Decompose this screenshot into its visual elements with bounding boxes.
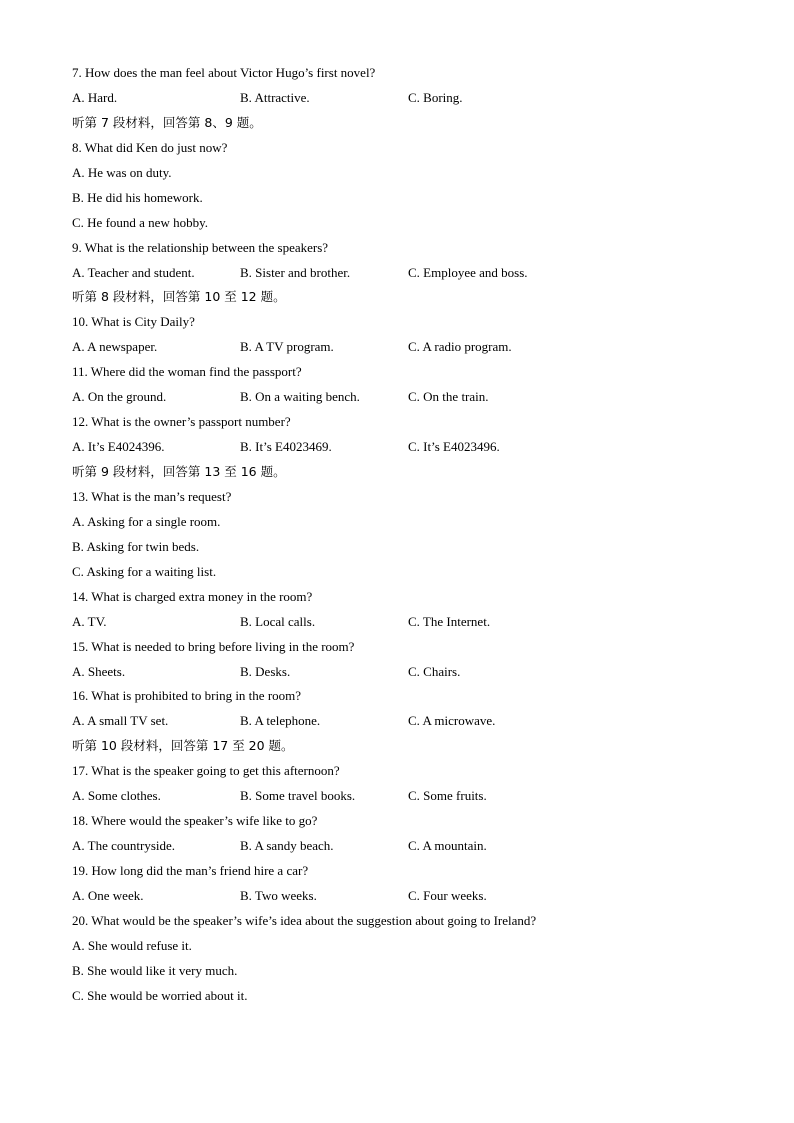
answer-option: C. A radio program. [408,339,512,355]
answer-option: C. Four weeks. [408,887,487,903]
question-text: 9. What is the relationship between the speakers? [72,239,329,255]
question-text: 13. What is the man’s request? [72,488,232,504]
answer-option: A. The countryside. [72,838,176,854]
answer-option: A. It’s E4024396. [72,439,165,455]
answer-option: C. He found a new hobby. [72,214,208,230]
answer-options-row [72,86,752,111]
answer-options-row [72,709,752,734]
answer-options-row [72,784,752,809]
answer-option: C. She would be worried about it. [72,987,248,1003]
answer-option: A. Some clothes. [72,788,161,804]
answer-option: A. One week. [72,887,144,903]
answer-option: B. He did his homework. [72,189,203,205]
section-heading: 听第 8 段材料，回答第 10 至 12 题。 [72,289,286,305]
answer-option: B. A sandy beach. [240,838,334,854]
answer-options-row [72,884,752,909]
question-text: 10. What is City Daily? [72,314,195,330]
answer-option: B. Two weeks. [240,887,317,903]
answer-options-row [72,335,752,360]
answer-option: A. Teacher and student. [72,264,195,280]
answer-options-row [72,610,752,635]
question-text: 15. What is needed to bring before living in the room? [72,638,355,654]
answer-option: B. A telephone. [240,713,321,729]
answer-option: A. He was on duty. [72,164,172,180]
question-text: 11. Where did the woman find the passport? [72,364,302,380]
section-heading: 听第 10 段材料，回答第 17 至 20 题。 [72,738,294,754]
answer-options-row [72,385,752,410]
question-text: 19. How long did the man’s friend hire a car? [72,863,309,878]
answer-option: A. She would refuse it. [72,937,192,953]
answer-option: A. A newspaper. [72,339,158,355]
answer-option: B. On a waiting bench. [240,389,360,405]
question-text: 17. What is the speaker going to get this afternoon? [72,763,340,779]
exam-page [72,61,752,1009]
section-heading: 听第 9 段材料，回答第 13 至 16 题。 [72,464,286,479]
answer-option: C. Employee and boss. [408,264,528,280]
answer-option: A. Sheets. [72,663,126,679]
question-text: 12. What is the owner’s passport number? [72,414,291,430]
answer-option: C. Chairs. [408,663,461,679]
answer-option: C. It’s E4023496. [408,439,500,455]
answer-option: C. Asking for a waiting list. [72,563,217,579]
answer-option: A. On the ground. [72,389,167,405]
question-text: 7. How does the man feel about Victor Hugo’s first novel? [72,65,376,80]
answer-option: B. Asking for twin beds. [72,538,200,554]
answer-option: B. Attractive. [240,89,310,105]
answer-option: B. Local calls. [240,613,316,629]
question-text: 18. Where would the speaker’s wife like to go? [72,813,318,829]
answer-option: B. A TV program. [240,339,334,355]
answer-option: C. Boring. [408,89,463,105]
answer-option: A. A small TV set. [72,713,169,729]
question-text: 16. What is prohibited to bring in the room? [72,688,302,704]
answer-option: B. Desks. [240,663,291,679]
question-text: 20. What would be the speaker’s wife’s idea about the suggestion about going to Ireland? [72,912,537,928]
answer-option: B. It’s E4023469. [240,439,332,455]
answer-options-row [72,660,752,685]
question-text: 14. What is charged extra money in the room? [72,588,313,604]
answer-option: C. A mountain. [408,838,487,854]
section-heading: 听第 7 段材料，回答第 8、9 题。 [72,114,262,130]
answer-option: B. She would like it very much. [72,962,238,978]
answer-option: C. The Internet. [408,613,491,629]
answer-option: B. Sister and brother. [240,264,351,280]
answer-option: C. On the train. [408,389,489,405]
answer-options-row [72,261,752,286]
answer-option: C. Some fruits. [408,788,487,804]
answer-options-row [72,435,752,460]
answer-option: A. Hard. [72,89,118,105]
answer-option: B. Some travel books. [240,788,356,804]
answer-options-row [72,834,752,859]
answer-option: C. A microwave. [408,713,496,729]
answer-option: A. Asking for a single room. [72,513,221,529]
answer-option: A. TV. [72,613,107,629]
question-text: 8. What did Ken do just now? [72,139,228,155]
